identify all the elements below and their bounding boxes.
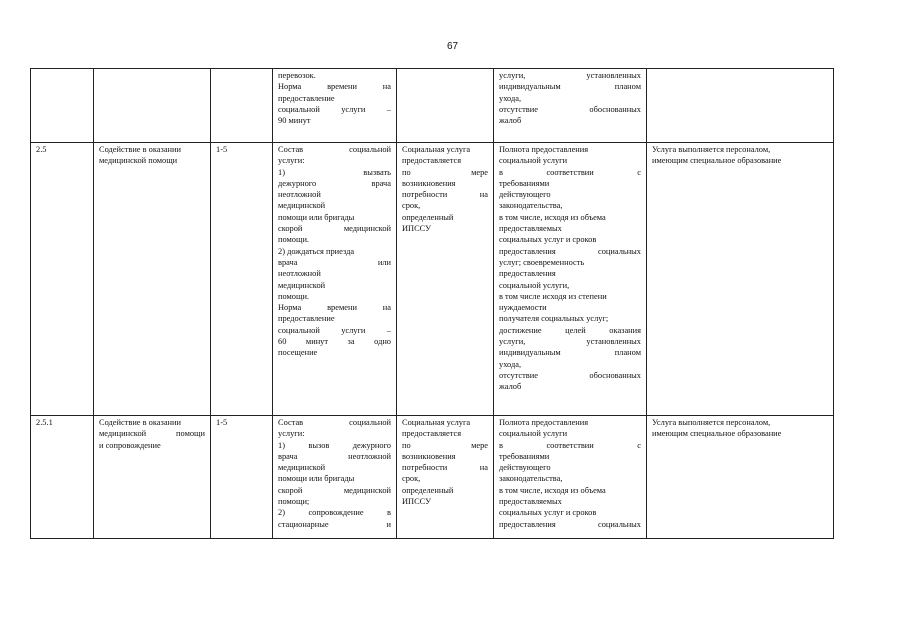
service-content-cell xyxy=(273,416,397,539)
cell-text-line: Полнота предоставления xyxy=(499,145,589,154)
cell-text-line: помощи. xyxy=(278,291,310,301)
cell-text-line: имеющим специальное образование xyxy=(652,156,782,166)
cell-text-line: помощи. xyxy=(278,235,310,245)
cell-text-line: определенный xyxy=(402,212,454,222)
cell-text-line: 1) вызов дежурного xyxy=(278,440,391,450)
cell-text-line: Содействие в оказании xyxy=(99,145,181,154)
cell-text-line: предоставление xyxy=(278,93,335,103)
cell-text-line: услуги, установленных xyxy=(499,337,641,347)
service-term-cell xyxy=(211,69,273,143)
cell-text-line: индивидуальным планом xyxy=(499,82,641,92)
cell-text-line: услуги: xyxy=(278,156,305,166)
cell-text-line: ИПССУ xyxy=(402,224,432,234)
cell-text-line: действующего xyxy=(499,190,551,200)
cell-text-line: ухода, xyxy=(499,93,522,103)
cell-text-line: по мере xyxy=(402,167,488,177)
cell-text-line: врача или xyxy=(278,257,391,267)
services-table xyxy=(30,68,834,539)
cell-text-line: предоставляется xyxy=(402,156,462,166)
cell-text-line: посещение xyxy=(278,348,318,358)
cell-text-line: достижение целей оказания xyxy=(499,325,641,335)
page-number: 67 xyxy=(446,41,459,52)
cell-text-line: предоставления социальных xyxy=(499,519,641,529)
cell-text-line: дежурного врача xyxy=(278,178,391,188)
cell-text-line: Норма времени на xyxy=(278,82,391,92)
service-timing-cell xyxy=(397,416,494,539)
cell-text-line: предоставляется xyxy=(402,429,462,439)
cell-text-line: по мере xyxy=(402,440,488,450)
cell-text-line: Норма времени на xyxy=(278,303,391,313)
service-name-cell xyxy=(94,143,211,416)
cell-text-line: услуги: xyxy=(278,429,305,439)
cell-text-line: социальной услуги – xyxy=(278,104,391,114)
cell-text-line: ухода, xyxy=(499,359,522,369)
cell-text-line: получателя социальных услуг; xyxy=(499,314,609,324)
cell-text-line: скорой медицинской xyxy=(278,224,391,234)
cell-text-line: предоставляемых xyxy=(499,224,562,234)
cell-text-line: требованиями xyxy=(499,178,550,188)
cell-text-line: Услуга выполняется персоналом, xyxy=(652,418,771,427)
cell-text-line: возникновения xyxy=(402,451,456,461)
cell-text-line: помощи или бригады xyxy=(278,474,355,484)
cell-text-line: в том числе, исходя из объема xyxy=(499,485,606,495)
cell-text-line: 1) вызвать xyxy=(278,167,391,177)
service-quality-cell xyxy=(494,143,647,416)
cell-text-line: законодательства, xyxy=(499,474,563,484)
cell-text-line: предоставляемых xyxy=(499,497,562,507)
cell-text-line: и сопровождение xyxy=(99,440,161,450)
service-content-cell xyxy=(273,69,397,143)
cell-text-line: Состав социальной xyxy=(278,418,391,427)
cell-text-line: 60 минут за одно xyxy=(278,337,391,347)
cell-text-line: предоставления xyxy=(499,269,556,279)
cell-text-line: неотложной xyxy=(278,269,321,279)
cell-text-line: потребности на xyxy=(402,190,488,200)
cell-text-line: отсутствие обоснованных xyxy=(499,104,641,114)
service-timing-cell xyxy=(397,143,494,416)
cell-text-line: жалоб xyxy=(499,382,522,392)
cell-text-line: социальных услуг и сроков xyxy=(499,235,597,245)
cell-text-line: стационарные и xyxy=(278,519,391,529)
cell-text-line: услуги, установленных xyxy=(499,71,641,80)
cell-text-line: Услуга выполняется персоналом, xyxy=(652,145,771,154)
cell-text-line: 2) сопровождение в xyxy=(278,508,391,518)
cell-text-line: жалоб xyxy=(499,116,522,126)
service-number-cell xyxy=(31,69,94,143)
cell-text-line: медицинской xyxy=(278,201,326,211)
cell-text-line: медицинской помощи xyxy=(99,156,178,166)
service-number-cell: 2.5.1 xyxy=(31,416,94,539)
cell-text-line: перевозок. xyxy=(278,71,316,80)
cell-text-line: в том числе исходя из степени xyxy=(499,291,607,301)
service-conditions-cell xyxy=(647,143,834,416)
cell-text-line: медицинской xyxy=(278,463,326,473)
service-name-cell xyxy=(94,69,211,143)
service-conditions-cell xyxy=(647,416,834,539)
cell-text-line: требованиями xyxy=(499,451,550,461)
table-row xyxy=(31,69,834,143)
cell-text-line: Состав социальной xyxy=(278,145,391,154)
cell-text-line: предоставление xyxy=(278,314,335,324)
cell-text-line: социальной услуги xyxy=(499,156,568,166)
service-term-cell: 1-5 xyxy=(211,416,273,539)
service-timing-cell xyxy=(397,69,494,143)
cell-text-line: срок, xyxy=(402,201,421,211)
cell-text-line: срок, xyxy=(402,474,421,484)
service-quality-cell xyxy=(494,416,647,539)
cell-text-line: социальной услуги, xyxy=(499,280,570,290)
cell-text-line: отсутствие обоснованных xyxy=(499,370,641,380)
cell-text-line: Социальная услуга xyxy=(402,418,471,427)
cell-text-line: услуг; своевременность xyxy=(499,257,585,267)
cell-text-line: предоставления социальных xyxy=(499,246,641,256)
cell-text-line: социальной услуги – xyxy=(278,325,391,335)
cell-text-line: социальных услуг и сроков xyxy=(499,508,597,518)
cell-text-line: в соответствии с xyxy=(499,440,641,450)
cell-text-line: потребности на xyxy=(402,463,488,473)
cell-text-line: Полнота предоставления xyxy=(499,418,589,427)
cell-text-line: Социальная услуга xyxy=(402,145,471,154)
cell-text-line: индивидуальным планом xyxy=(499,348,641,358)
cell-text-line: помощи; xyxy=(278,497,310,507)
cell-text-line: 2) дождаться приезда xyxy=(278,246,355,256)
cell-text-line: 90 минут xyxy=(278,116,311,126)
service-content-cell xyxy=(273,143,397,416)
service-number-cell: 2.5 xyxy=(31,143,94,416)
cell-text-line: нуждаемости xyxy=(499,303,547,313)
cell-text-line: помощи или бригады xyxy=(278,212,355,222)
cell-text-line: неотложной xyxy=(278,190,321,200)
service-quality-cell xyxy=(494,69,647,143)
cell-text-line: в том числе, исходя из объема xyxy=(499,212,606,222)
service-term-cell: 1-5 xyxy=(211,143,273,416)
cell-text-line: возникновения xyxy=(402,178,456,188)
cell-text-line: законодательства, xyxy=(499,201,563,211)
cell-text-line: медицинской xyxy=(278,280,326,290)
service-conditions-cell xyxy=(647,69,834,143)
table-row xyxy=(31,416,834,539)
cell-text-line: определенный xyxy=(402,485,454,495)
cell-text-line: в соответствии с xyxy=(499,167,641,177)
service-name-cell xyxy=(94,416,211,539)
cell-text-line: врача неотложной xyxy=(278,451,391,461)
cell-text-line: Содействие в оказании xyxy=(99,418,181,427)
cell-text-line: ИПССУ xyxy=(402,497,432,507)
cell-text-line: имеющим специальное образование xyxy=(652,429,782,439)
cell-text-line: медицинской помощи xyxy=(99,429,205,439)
cell-text-line: скорой медицинской xyxy=(278,485,391,495)
table-row xyxy=(31,143,834,416)
cell-text-line: социальной услуги xyxy=(499,429,568,439)
cell-text-line: действующего xyxy=(499,463,551,473)
